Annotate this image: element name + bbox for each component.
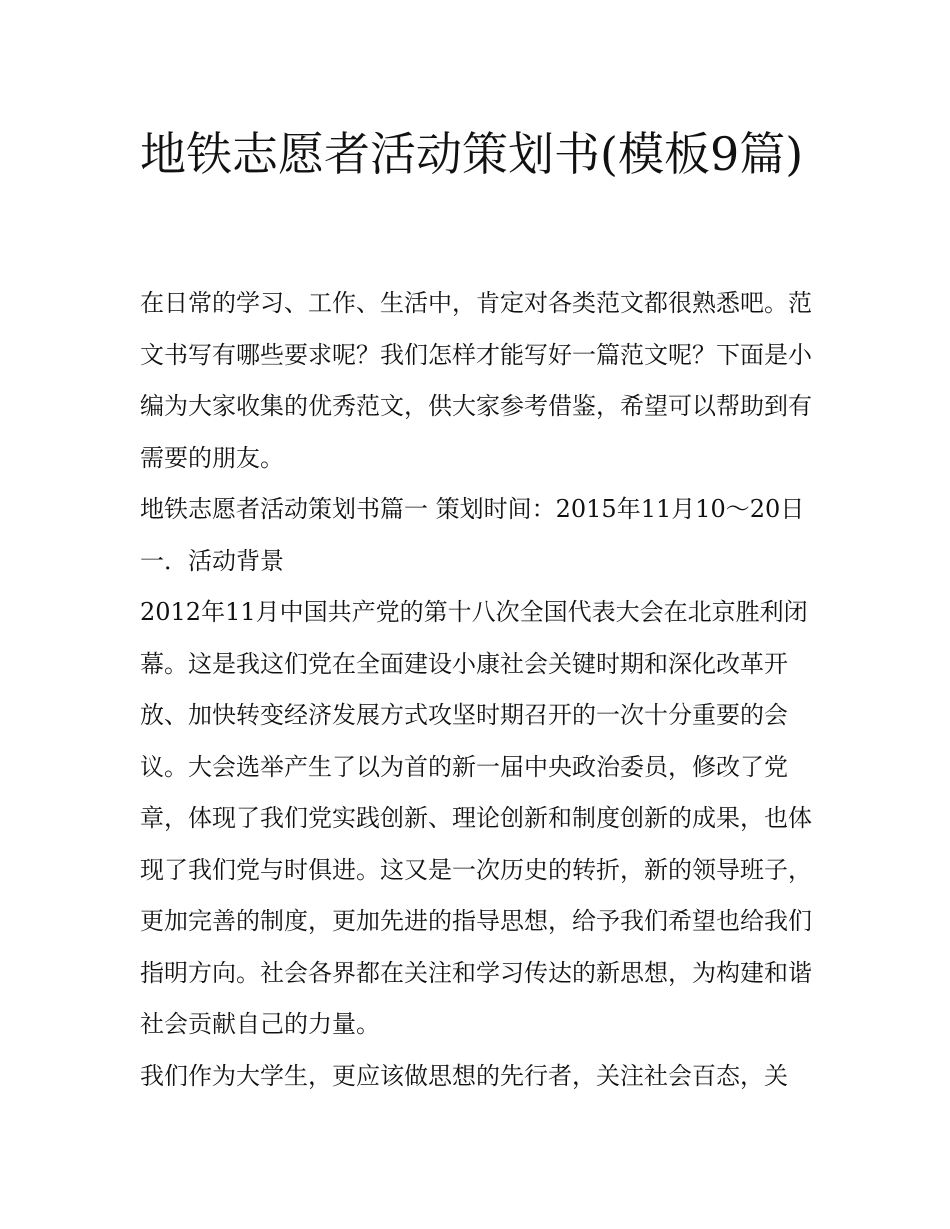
document-title: 地铁志愿者活动策划书(模板9篇) (140, 127, 804, 181)
section-heading-plan-time: 地铁志愿者活动策划书篇一 策划时间：2015年11月10～20日 (140, 495, 805, 523)
background-paragraph: 2012年11月中国共产党的第十八次全国代表大会在北京胜利闭幕。这是我这们党在全面建设小康社会关键时期和深化改革开放、加快转变经济发展方式攻坚时期召开的一次十分重要的会议。大会选举产生了以为首的新一届中央政治委员，修改了党章，体现了我们党实践创新、理论创新和制度创新的成果，也体现了我们党与时俱进。这又是一次历史的转折，新的领导班子，更加完善的制度，更加先进的指导思想，给予我们希望也给我们指明方向。社会各界都在关注和学习传达的新思想，为构建和谐社会贡献自己的力量。 (140, 598, 812, 1038)
intro-paragraph: 在日常的学习、工作、生活中，肯定对各类范文都很熟悉吧。范文书写有哪些要求呢？我们怎样才能写好一篇范文呢？下面是小编为大家收集的优秀范文，供大家参考借鉴，希望可以帮助到有需要的朋友。 (140, 289, 812, 472)
document-body (140, 278, 815, 1102)
student-paragraph: 我们作为大学生，更应该做思想的先行者，关注社会百态，关 (140, 1061, 788, 1090)
section-heading-background: 一．活动背景 (140, 546, 284, 575)
